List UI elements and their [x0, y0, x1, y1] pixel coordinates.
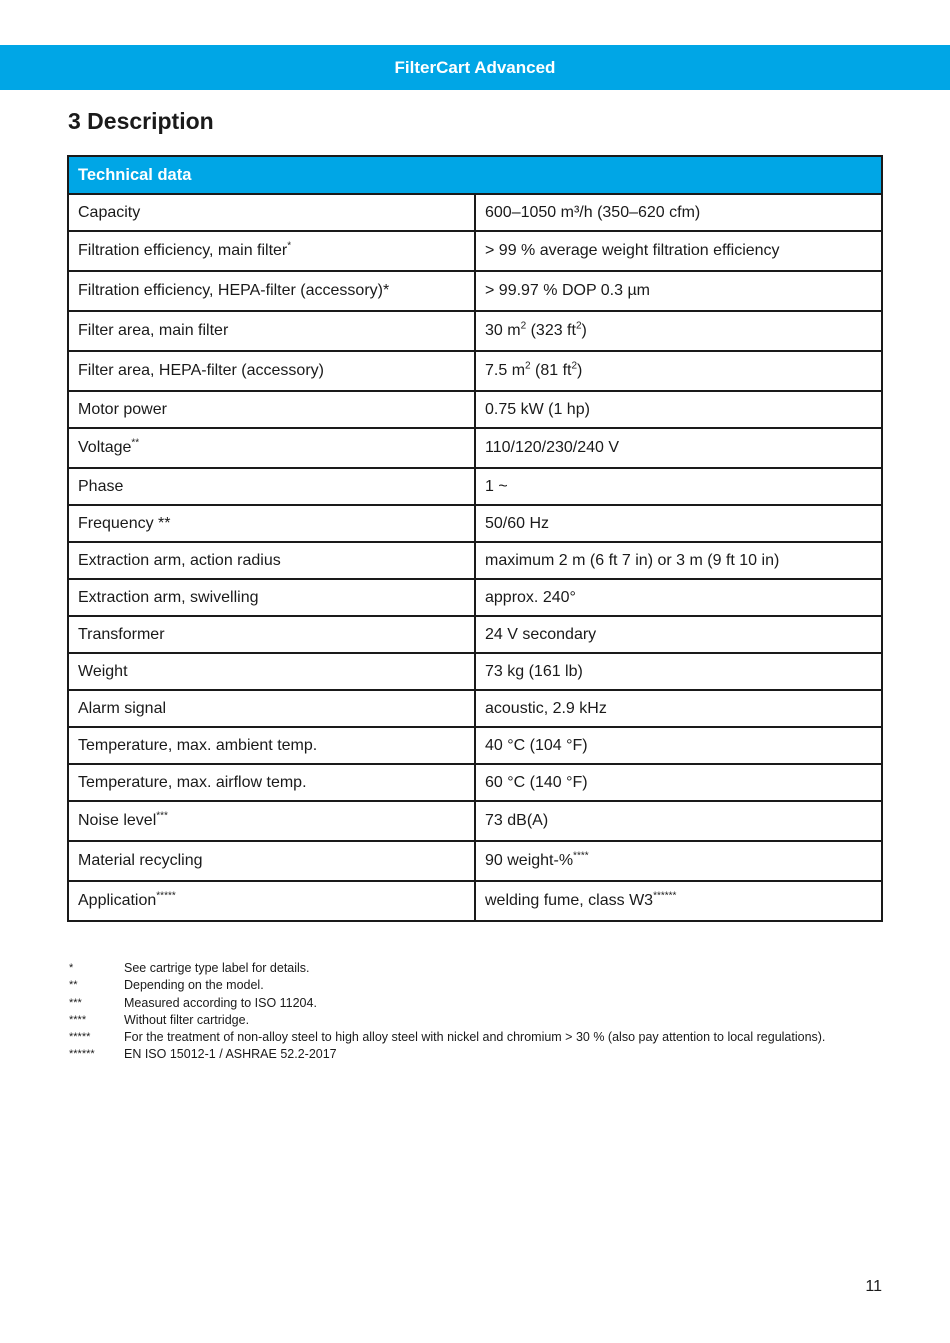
spec-label: Motor power: [68, 391, 475, 428]
table-row: [68, 579, 882, 616]
spec-value: 1 ~: [475, 468, 882, 505]
table-row: [68, 881, 882, 921]
footnote-item: [69, 1029, 889, 1046]
table-row: [68, 616, 882, 653]
table-row: [68, 690, 882, 727]
footnote-text: EN ISO 15012-1 / ASHRAE 52.2-2017: [124, 1047, 337, 1062]
spec-value: 600–1050 m³/h (350–620 cfm): [475, 194, 882, 231]
spec-value: approx. 240°: [475, 579, 882, 616]
spec-label: Phase: [68, 468, 475, 505]
table-row: [68, 428, 882, 468]
spec-label: Extraction arm, swivelling: [68, 579, 475, 616]
spec-value: 30 $m^2$ (323 $ft^2$): [475, 311, 882, 351]
spec-value: 73 dB(A): [475, 801, 882, 841]
footnote-mark: ******: [69, 1048, 95, 1061]
spec-label: Temperature, max. airflow temp.: [68, 764, 475, 801]
table-row: [68, 653, 882, 690]
spec-label: Alarm signal: [68, 690, 475, 727]
table-row: [68, 311, 882, 351]
spec-label: Voltage**: [68, 428, 475, 468]
spec-label: Application*****: [68, 881, 475, 921]
spec-label: Filter area, HEPA-filter (accessory): [68, 351, 475, 391]
footnote-text: Measured according to ISO 11204.: [124, 995, 317, 1010]
footnote-item: [69, 977, 889, 994]
table-row: [68, 468, 882, 505]
table-row: [68, 231, 882, 271]
header-title: FilterCart Advanced: [394, 57, 556, 77]
footnote-item: [69, 1012, 889, 1029]
table-heading: Technical data: [68, 156, 882, 194]
spec-value: 24 V secondary: [475, 616, 882, 653]
spec-label: Material recycling: [68, 841, 475, 881]
spec-label: Noise level***: [68, 801, 475, 841]
spec-label: Filtration efficiency, main filter*: [68, 231, 475, 271]
spec-value: maximum 2 m (6 ft 7 in) or 3 m (9 ft 10 in): [475, 542, 882, 579]
footnote-text: For the treatment of non-alloy steel to high alloy steel with nickel and chromium > 30 % (also pay attention to local regulations).: [124, 1030, 826, 1045]
section-title: 3 Description: [68, 108, 214, 134]
spec-label: Transformer: [68, 616, 475, 653]
footnote-mark: ***: [156, 810, 168, 822]
spec-value: welding fume, class W3******: [475, 881, 882, 921]
table-row: [68, 351, 882, 391]
footnotes: [69, 960, 889, 1064]
table-row: [68, 391, 882, 428]
table-row: [68, 764, 882, 801]
footnote-mark: ****: [573, 850, 589, 862]
spec-value: 50/60 Hz: [475, 505, 882, 542]
technical-data-table: [67, 155, 883, 922]
table-row: [68, 801, 882, 841]
footnote-item: [69, 995, 889, 1012]
spec-value: 0.75 kW (1 hp): [475, 391, 882, 428]
table-row: [68, 727, 882, 764]
spec-label: Frequency **: [68, 505, 475, 542]
footnote-item: [69, 1046, 889, 1063]
page-number: 11: [865, 1278, 882, 1295]
table-row: [68, 542, 882, 579]
spec-value: 60 °C (140 °F): [475, 764, 882, 801]
footnote-item: [69, 960, 889, 977]
footnote-text: See cartrige type label for details.: [124, 961, 310, 975]
footnote-text: Without filter cartridge.: [124, 1012, 250, 1027]
spec-value: 40 °C (104 °F): [475, 727, 882, 764]
document-header: [0, 45, 950, 90]
spec-label: Extraction arm, action radius: [68, 542, 475, 579]
footnote-mark: ******: [653, 890, 677, 902]
spec-value: acoustic, 2.9 kHz: [475, 690, 882, 727]
spec-label: Weight: [68, 653, 475, 690]
footnote-mark: *: [69, 962, 74, 974]
spec-value: > 99.97 % DOP 0.3 µm: [475, 271, 882, 311]
footnote-mark: *****: [156, 890, 176, 902]
spec-label: Capacity: [68, 194, 475, 231]
footnote-mark: **: [131, 437, 140, 449]
spec-label: Temperature, max. ambient temp.: [68, 727, 475, 764]
footnote-mark: *: [287, 240, 292, 252]
table-row: [68, 841, 882, 881]
spec-value: 90 weight-%****: [475, 841, 882, 881]
footnote-text: Depending on the model.: [124, 978, 264, 993]
footnote-mark: *****: [69, 1031, 91, 1044]
spec-label: Filter area, main filter: [68, 311, 475, 351]
table-row: [68, 505, 882, 542]
footnote-mark: ****: [69, 1013, 87, 1026]
table-row: [68, 271, 882, 311]
footnote-mark: **: [69, 979, 78, 992]
spec-label: Filtration efficiency, HEPA-filter (accessory)*: [68, 271, 475, 311]
footnote-mark: ***: [69, 996, 82, 1009]
spec-value: 110/120/230/240 V: [475, 428, 882, 468]
spec-value: > 99 % average weight filtration efficiency: [475, 231, 882, 271]
spec-value: 7.5 $m^2$ (81 $ft^2$): [475, 351, 882, 391]
spec-value: 73 kg (161 lb): [475, 653, 882, 690]
table-row: [68, 194, 882, 231]
